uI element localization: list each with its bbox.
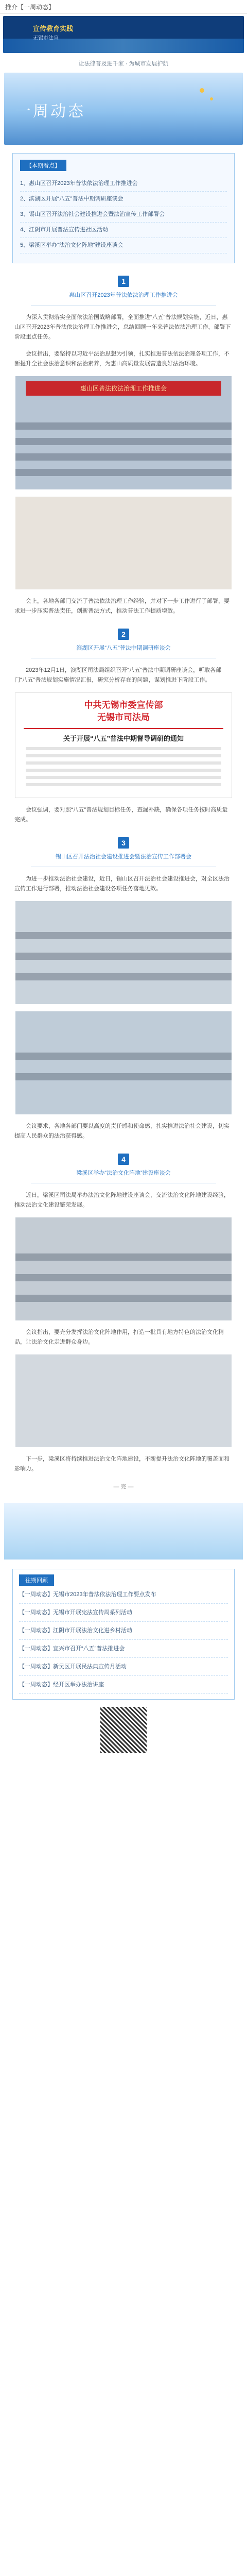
doc-text-line [26, 747, 221, 750]
previous-issue-link[interactable]: 【一周动态】经开区举办法治讲座 [19, 1676, 228, 1694]
doc-text-line [26, 776, 221, 779]
previous-issue-link[interactable]: 【一周动态】无锡市2023年普法依法治理工作要点发布 [19, 1586, 228, 1604]
section-number-icon: 4 [118, 1154, 129, 1165]
meeting-photo [15, 376, 232, 489]
previous-issue-link[interactable]: 【一周动态】宜兴市召开“八五”普法推进会 [19, 1640, 228, 1658]
greeting-line: 让法律普及进千家 · 为城市发展护航 [78, 61, 169, 67]
doc-text-line [26, 761, 221, 765]
qr-code [100, 1707, 147, 1753]
hero-subtext: 无锡市法宣 [33, 36, 59, 41]
decor-dot [210, 97, 213, 100]
decor-dot [200, 88, 204, 93]
doc-text-line [26, 769, 221, 772]
contents-item[interactable]: 3、锡山区召开法治社会建设推进会暨法治宣传工作部署会 [20, 210, 227, 223]
previous-issue-link[interactable]: 【一周动态】江阴市开展法治文化进乡村活动 [19, 1622, 228, 1640]
weekly-banner [4, 73, 243, 145]
section-title: 惠山区召开2023年普法依法治理工作推进会 [69, 292, 178, 298]
footer-graphic [4, 1503, 243, 1560]
divider [31, 305, 216, 306]
topbar-label: 推介【一周动态】 [5, 3, 55, 11]
paragraph: 2023年12月1日，滨湖区司法局组织召开“八五”普法中期调研座谈会，听取各部门“八五”普法规划实施情况汇报，研究分析存在的问题，谋划推进下阶段工作。 [14, 667, 222, 683]
meeting-photo [15, 1217, 232, 1320]
audience-row [15, 1053, 232, 1060]
section-number-icon: 1 [118, 276, 129, 287]
end-marker: — 完 — [113, 1484, 134, 1490]
banner-title: 一周动态 [15, 103, 85, 121]
section-title: 梁溪区举办“法治文化阵地”建设座谈会 [76, 1170, 171, 1176]
audience-row [15, 973, 232, 980]
paragraph: 近日，梁溪区司法局举办法治文化阵地建设座谈会，交流法治文化阵地建设经验，推动法治文化建设繁荣发展。 [14, 1192, 230, 1208]
audience-row [15, 953, 232, 960]
previous-issues-header: 往期回顾 [19, 1574, 54, 1586]
section-title: 滨湖区开展“八五”普法中期调研座谈会 [76, 645, 171, 651]
section-number-icon: 2 [118, 629, 129, 640]
meeting-photo [15, 901, 232, 1004]
photo-banner: 惠山区普法依法治理工作推进会 [26, 381, 221, 396]
audience-row [15, 1073, 232, 1080]
contents-box [12, 153, 235, 263]
section-title: 锡山区召开法治社会建设推进会暨法治宣传工作部署会 [56, 854, 191, 860]
doc-text-line [26, 783, 221, 786]
paragraph: 会上，各地各部门交流了普法依法治理工作经验，并对下一步工作进行了部署，要求进一步压实普法责任，创新普法方式，推动普法工作提质增效。 [14, 598, 230, 614]
meeting-photo [15, 1011, 232, 1114]
paragraph: 会议指出，要充分发挥法治文化阵地作用，打造一批具有地方特色的法治文化精品，让法治文化走进群众身边。 [14, 1329, 224, 1345]
paragraph: 会议强调，要对照“八五”普法规划目标任务，查漏补缺，确保各项任务按时高质量完成。 [14, 807, 228, 823]
meeting-photo [15, 1354, 232, 1447]
paragraph: 下一步，梁溪区将持续推进法治文化阵地建设，不断提升法治文化阵地的覆盖面和影响力。 [14, 1456, 230, 1472]
audience-row [15, 422, 232, 430]
document-photo [15, 497, 232, 589]
paragraph: 为进一步推动法治社会建设，近日，锡山区召开法治社会建设推进会，对全区法治宣传工作进行部署，推动法治社会建设各项任务落地见效。 [14, 876, 230, 892]
audience-row [15, 1253, 232, 1261]
audience-row [15, 469, 232, 476]
paragraph: 会议指出，要坚持以习近平法治思想为引领，扎实推进普法依法治理各项工作，不断提升全社会法治意识和法治素养，为惠山高质量发展营造良好法治环境。 [14, 351, 230, 367]
audience-row [15, 438, 232, 445]
top-bar [0, 0, 247, 14]
hero-header [3, 16, 244, 53]
audience-row [15, 453, 232, 461]
doc-text-line [26, 754, 221, 757]
contents-item[interactable]: 2、滨湖区开展“八五”普法中期调研座谈会 [20, 195, 227, 207]
previous-issue-link[interactable]: 【一周动态】无锡市开展宪法宣传周系列活动 [19, 1604, 228, 1622]
paragraph: 会议要求，各地各部门要以高度的责任感和使命感，扎实推进法治社会建设，切实提高人民群众的法治获得感。 [14, 1123, 230, 1139]
audience-row [15, 932, 232, 939]
contents-header: 【本期看点】 [20, 160, 66, 171]
audience-row [15, 1274, 232, 1281]
previous-issues-box [12, 1569, 235, 1700]
doc-issuer: 中共无锡市委宣传部 [84, 700, 163, 710]
previous-issue-link[interactable]: 【一周动态】新吴区开展民法典宣传月活动 [19, 1658, 228, 1676]
doc-title: 关于开展“八五”普法中期督导调研的通知 [63, 735, 184, 742]
contents-item[interactable]: 1、惠山区召开2023年普法依法治理工作推进会 [20, 179, 227, 192]
notice-document [15, 692, 232, 798]
contents-item[interactable]: 4、江阴市开展普法宣传进社区活动 [20, 226, 227, 238]
contents-item[interactable]: 5、梁溪区举办“法治文化阵地”建设座谈会 [20, 241, 227, 253]
audience-row [15, 1295, 232, 1302]
section-number-icon: 3 [118, 837, 129, 849]
hero-text: 宣传教育实践 [33, 25, 74, 32]
doc-redline [24, 728, 223, 729]
paragraph: 为深入贯彻落实全面依法治国战略部署，全面推进“八五”普法规划实施，近日，惠山区召开2023年普法依法治理工作推进会，总结回顾一年来普法依法治理工作，部署下阶段重点任务。 [14, 314, 231, 340]
doc-issuer: 无锡市司法局 [97, 713, 150, 723]
